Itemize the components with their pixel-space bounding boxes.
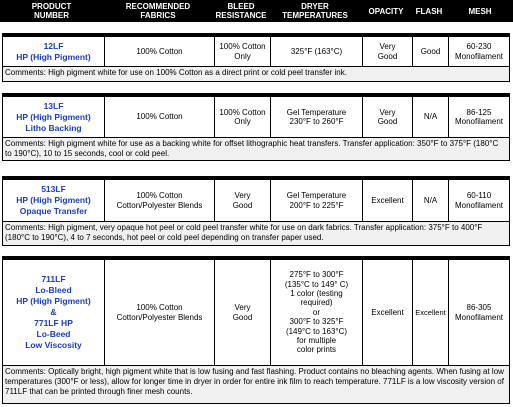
table-row	[2, 176, 510, 222]
header-mesh: MESH	[468, 6, 492, 16]
product-block-711lf	[2, 256, 510, 406]
product-block-13lf	[2, 93, 510, 163]
recommended-fabrics: 100% Cotton Cotton/Polyester Blends	[104, 260, 214, 365]
header-dryer-temperatures: DRYER TEMPERATURES	[282, 2, 348, 20]
bleed-resistance: 100% Cotton Only	[214, 97, 270, 137]
flash: N/A	[412, 180, 448, 221]
product-number: 513LF HP (High Pigment) Opaque Transfer	[16, 184, 91, 216]
comments: Comments: High pigment white for use as a backing white for offset lithographic heat transfers. Transfer application: 350°F to 375°F (180°C to 190°C), 10 to 15 seconds, cool or cold peel.	[2, 138, 510, 161]
product-block-12lf	[2, 33, 510, 84]
recommended-fabrics: 100% Cotton	[104, 37, 214, 66]
product-block-513lf	[2, 176, 510, 248]
dryer-temperatures: 325°F (163°C)	[270, 37, 362, 66]
dryer-temperatures: 275°F to 300°F (135°C to 149° C) 1 color (testing required) or 300°F to 325°F (149°C to 163°C) for multiple color prints	[270, 260, 362, 365]
table-row	[2, 93, 510, 138]
mesh: 86-125 Monofilament	[448, 97, 509, 137]
mesh: 60-110 Monofilament	[448, 180, 509, 221]
flash: Good	[412, 37, 448, 66]
opacity: Very Good	[362, 37, 412, 66]
header-bleed-resistance: BLEED RESISTANCE	[215, 2, 267, 20]
comments: Comments: Optically bright, high pigment white that is low fusing and fast flashing. Product contains no bleaching agents. When fusing at low temperatures (300°F or less), allow for longer time in dryer in order for entire ink film to reach temperature. 771LF is a low viscosity version of 711LF that can be printed through finer mesh counts.	[2, 366, 510, 404]
bleed-resistance: Very Good	[214, 260, 270, 365]
recommended-fabrics: 100% Cotton	[104, 97, 214, 137]
header-recommended-fabrics: RECOMMENDED FABRICS	[125, 2, 191, 20]
product-number: 711LF Lo-Bleed HP (High Pigment) & 771LF HP Lo-Beed Low Viscosity	[16, 274, 91, 350]
product-number: 13LF HP (High Pigment) Litho Backing	[16, 100, 91, 133]
flash: Excellent	[412, 260, 448, 365]
comments: Comments: High pigment white for use on 100% Cotton as a direct print or cold peel transfer ink.	[2, 67, 510, 82]
comments: Comments: High pigment, very opaque hot peel or cold peel transfer white for use on dark fabrics. Transfer application: 375°F to 400°F (180°C to 190°C), 4 to 7 seconds, hot peel or cold peel depending on transfer paper used.	[2, 222, 510, 246]
opacity: Excellent	[362, 260, 412, 365]
product-number: 12LF HP (High Pigment)	[16, 40, 91, 62]
header-product-number: PRODUCT NUMBER	[31, 2, 72, 20]
table-row	[2, 256, 510, 366]
dryer-temperatures: Gel Temperature 200°F to 225°F	[270, 180, 362, 221]
table-header	[0, 0, 513, 22]
opacity: Excellent	[362, 180, 412, 221]
opacity: Very Good	[362, 97, 412, 137]
bleed-resistance: 100% Cotton Only	[214, 37, 270, 66]
header-flash: FLASH	[415, 6, 443, 16]
flash: N/A	[412, 97, 448, 137]
table-row	[2, 33, 510, 67]
bleed-resistance: Very Good	[214, 180, 270, 221]
mesh: 60-230 Monofilament	[448, 37, 509, 66]
mesh: 86-305 Monofilament	[448, 260, 509, 365]
header-opacity: OPACITY	[368, 6, 404, 16]
recommended-fabrics: 100% Cotton Cotton/Polyester Blends	[104, 180, 214, 221]
dryer-temperatures: Gel Temperature 230°F to 260°F	[270, 97, 362, 137]
